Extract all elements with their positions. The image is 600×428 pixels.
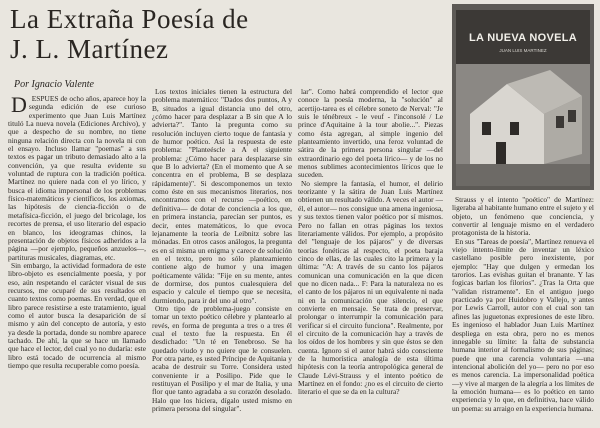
paragraph: En sus "Tareas de poesía", Martínez renueva el viejo intento-límite de inventar un léxico castellano posible pero inexistente, por ejemplo: "Hay que dulgen y ermedan los tarorios. Las evishas guitan el branante. Y las fogicas barlan los filorios". ¿Tras la Orta que "validan ristramente". En el antiguo juego practicado ya por Huidobro y Vallejo, y antes por Lewis Carroll, autor con el cual son tan afines las juguetonas expresiones de este libro. Es ingenioso el hablador Juan Luis Martínez despliega en esta obra, pero no es menos innegable su límite: la falta de substancia humana interior al formalismo de sus páginas; puede que una carencia voluntaria —una intencional abolición del yo— pero no por eso es menos carencia. La impersonalidad poética —y vive al margen de la alegría a los límites de la emoción humana— es lo poético en tanto experiencia y lo que, en definitiva, hace válido un poema: su arraigo en la experiencia humana. [452,236,594,413]
text-column-2 [152,88,292,428]
paragraph-text: ESPUES de ocho años, aparece hoy la segunda edición de ese curioso experimento que Juan Luis Martínez tituló La nueva novela (Ediciones Archivo), y que a despecho de su nombre, no tiene ninguna relación directa con la novela ni con el ensayo. Incluso llamar "poemas" a sus textos es pagar un tributo demasiado alto a la convención, ya que resulta evidente su voluntad de ruptura con la tradición poética. Martínez no quiere nada con el yo lírico, y busca el idioma impersonal de los problemas físico-matemáticos y científicos, los axiomas, las hipótesis de ciencia-ficción o de metafísica-ficción, el juego del bricolage, los recortes de prensa, el uso literario del espacio en blanco, los ideogramas chinos, la presentación de objetos físicos adheridos a la página —por ejemplo, pequeños anzuelos—, partituras musicales, diagramas, etc. [8,95,146,262]
text-column-3 [298,88,443,428]
text-column-1 [8,95,146,428]
article-title-line-2: J. L. Martínez [10,34,169,64]
book-cover-title: LA NUEVA NOVELA [469,32,577,44]
article-title-line-1: La Extraña Poesía de [10,4,249,34]
paragraph [8,95,146,262]
paragraph: Los textos iniciales tienen la estructura del problema matemático: "Dados dos puntos, A y B, situados a igual distancia uno del otro, ¿cómo hacer para desplazar a B sin que A lo advierta?". Tanto la pregunta como su resolución incluyen cierto toque de fantasía y de humor poético. Así la respuesta de este problema: "Planteéscle a A el siguiente problema: ¿Cómo hacer para desplazarse sin que B lo advierta? (En el momento que A se concentra en el problema, B se desplaza rápidamente)". Si descomponemos un texto como éste en sus mecanismos literarios, nos encontramos con el recurso —poético, en definitiva— de dotar de conciencia a los que, en primera instancia, parecían ser puntos, es decir, entes matemáticos, lo que evoca lejanamente la teoría de Leibnitz sobre las mónadas. En otros casos análogos, la pregunta es en sí misma un enigma y carece de solución en el texto, pero no sólo planteamiento contiene algo de humor y una imagen poéticamente válida: "Fije en su mente, antes de dormirse, dos puntos cualesquiera del espacio y calcule el tiempo que se necesita, durmiendo, para ir del uno al otro". [152,88,292,305]
paragraph: No siempre la fantasía, el humor, el delirio teorizante y la sátira de Juan Luis Martínez obtienen un resultado válido. A veces el autor —él, el autor— nos consigue una amena ingeniosa, y sus textos tienen valor poético por sí mismos. Pero no fallan en otras páginas los textos literariamente válidos. Por ejemplo, a propósito del "lenguaje de los pájaros" y de diversas teorías fonéticas al respecto, el poeta baraja cinco de ellas, de las cuales cito la primera y la última: "A: A través de su canto los pájaros comunican una comunicación en la que dicen que no dicen nada... F: Para la naturaleza no es el canto de los pájaros ni un equivalente ni nada ni en la comunicación que silencio, el que convierte en mensaje. Se trata de preservar, prolongar o interrumpir la comunicación para verificar si el circuito funciona". Realmente, por el circuito de la comunicación hay a través de los oídos de los hombres y sin que éstos se den cuenta. Ignoro si el autor habrá sido consciente de la humorística analogía de esta última hipótesis con la teoría antropológica general de Claude Lévi-Strauss y el intento poético de Martínez en el fondo: ¿no es el circuito de cierto literario el que se da en la cultura? [298,178,443,397]
paragraph: lar". Como habrá comprendido el lector que conoce la poesía moderna, la "solución" al acertijo-tarea es el célebre soneto de Nerval: "Je suis le ténébreux - le veuf - l'inconsolé / Le prince d'Aquitaine à la tour abolie...". Piezas como ésta agregan, al simple ingenio del planteamiento invertido, una feroz voluntad de sátira de la primera persona singular —del extraordinario ego del poeta lírico— y de los no menos sublimes acontecimientos líricos que le suceden. [298,88,443,180]
article-byline: Por Ignacio Valente [14,79,94,90]
drop-cap: D [10,95,27,117]
book-cover-author: JUAN LUIS MARTINEZ [499,48,547,53]
text-column-4 [452,196,594,428]
paragraph: Otro tipo de problema-juego consiste en tomar un texto poético célebre y plantearlo al revés, en forma de pregunta a tres o a tres él cual el texto fue la respuesta. En él desdichado: "Un té en Tenebroso. Se ha quedado viudo y no quiere que le consuelen. Por otra parte, es usted Príncipe de Aquitania y acaba de destruir su Torre. Considera usted conveniente ir a Posilipo. Pide que le restituyan el Posilipo y el mar de Italia, y una flor que tanto agradaba a su corazón desolado. Halo que los hiciera, dígalo usted mismo en primera persona del singular". [152,303,292,414]
article-title [10,4,440,64]
paragraph: Sin embargo, la actividad formadora de este libro-objeto es esencialmente poesía, y por eso, aún respetando el carácter visual de sus recursos, me ocuparé de sus resultados en cuanto textos como poemas. En verdad, que el libro parece resistirse a este tratamiento, igual como el autor busca la desaparición de sí mismo y aún del concepto de autoría, y esto ya desde la portada, donde su nombre aparece tachado. De ahí, la que se hace un llamado que hace el lector, del cual yo no dudaría: este libro está tocado de ocurrencia al mismo tiempo que resulta recuperable como poesía. [8,260,146,370]
paragraph: Strauss y el intento "poético" de Martínez: ligeraba al habitante humano entre el sujeto y el objeto, un fenómeno que conciencia, y convertir al lenguaje mismo en el verdadero protagonista de la historia. [452,196,594,238]
book-cover-photo [452,4,594,190]
